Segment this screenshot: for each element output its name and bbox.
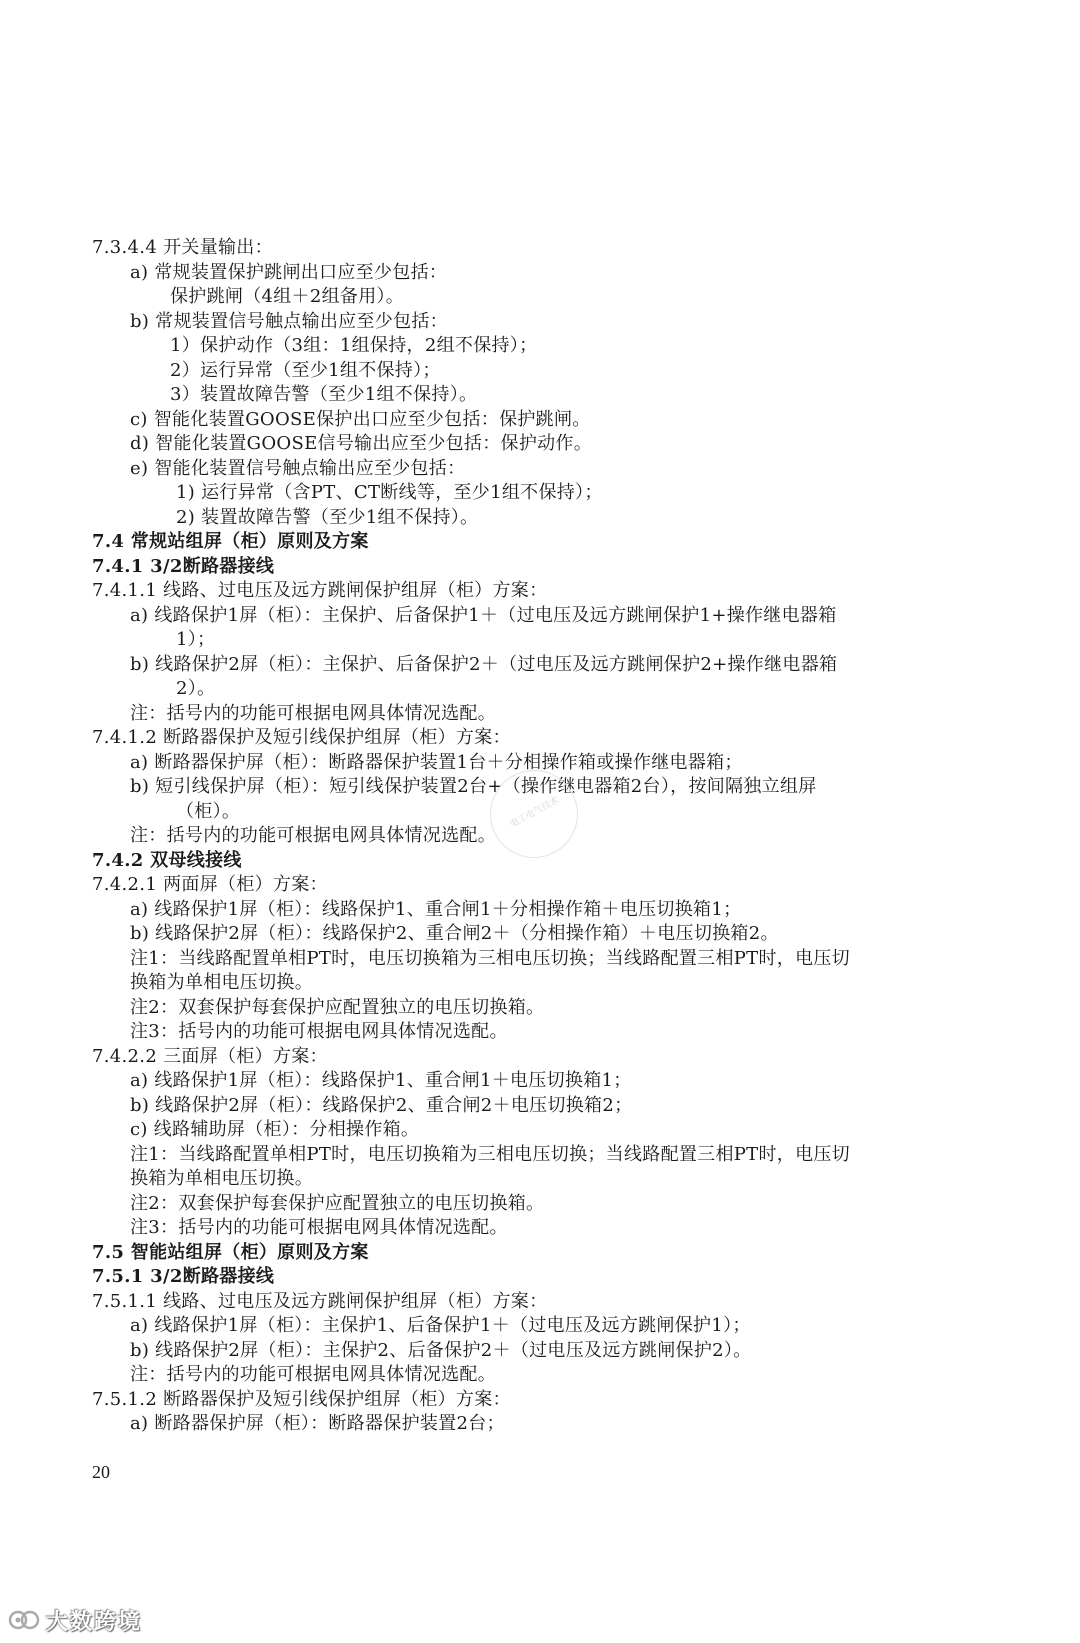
text-line: 7.4.1.2 断路器保护及短引线保护组屏（柜）方案： bbox=[92, 727, 511, 748]
page-number: 20 bbox=[92, 1462, 110, 1482]
text-line: 7.5.1.1 线路、过电压及远方跳闸保护组屏（柜）方案： bbox=[92, 1291, 548, 1312]
text-line: b) 常规装置信号触点输出应至少包括： bbox=[130, 311, 448, 332]
text-line: a) 常规装置保护跳闸出口应至少包括： bbox=[130, 262, 448, 283]
text-line: 2）运行异常（至少1组不保持）； bbox=[170, 360, 441, 381]
text-line: 保护跳闸（4组＋2组备用）。 bbox=[170, 286, 405, 307]
text-line: 注2：双套保护每套保护应配置独立的电压切换箱。 bbox=[130, 1193, 545, 1214]
text-line: 注1：当线路配置单相PT时，电压切换箱为三相电压切换；当线路配置三相PT时，电压切 bbox=[130, 1144, 850, 1165]
text-line: 注：括号内的功能可根据电网具体情况选配。 bbox=[130, 825, 496, 846]
text-line: b) 短引线保护屏（柜）：短引线保护装置2台+（操作继电器箱2台），按间隔独立组屏 bbox=[130, 776, 817, 797]
text-line: 1) 运行异常（含PT、CT断线等，至少1组不保持）； bbox=[176, 482, 603, 503]
text-line: d) 智能化装置GOOSE信号输出应至少包括：保护动作。 bbox=[130, 433, 593, 454]
watermark-logo bbox=[8, 1604, 142, 1636]
text-line: b) 线路保护2屏（柜）：主保护2、后备保护2＋（过电压及远方跳闸保护2）。 bbox=[130, 1340, 752, 1361]
text-line: e) 智能化装置信号触点输出应至少包括： bbox=[130, 458, 466, 479]
text-line: c) 线路辅助屏（柜）：分相操作箱。 bbox=[130, 1119, 420, 1140]
text-line: c) 智能化装置GOOSE保护出口应至少包括：保护跳闸。 bbox=[130, 409, 591, 430]
text-line: b) 线路保护2屏（柜）：主保护、后备保护2＋（过电压及远方跳闸保护2+操作继电器箱 bbox=[130, 654, 838, 675]
text-line: 1）保护动作（3组：1组保持，2组不保持）； bbox=[170, 335, 538, 356]
text-line: 2) 装置故障告警（至少1组不保持）。 bbox=[176, 507, 479, 528]
text-line: （柜）。 bbox=[176, 801, 241, 822]
text-line: 7.5.1.2 断路器保护及短引线保护组屏（柜）方案： bbox=[92, 1389, 511, 1410]
text-line: 注2：双套保护每套保护应配置独立的电压切换箱。 bbox=[130, 997, 545, 1018]
text-line: 注3：括号内的功能可根据电网具体情况选配。 bbox=[130, 1217, 508, 1238]
faint-stamp bbox=[490, 770, 578, 858]
text-line: a) 线路保护1屏（柜）：主保护1、后备保护1＋（过电压及远方跳闸保护1）； bbox=[130, 1315, 751, 1336]
text-line: a) 断路器保护屏（柜）：断路器保护装置1台＋分相操作箱或操作继电器箱； bbox=[130, 752, 743, 773]
text-line: 注1：当线路配置单相PT时，电压切换箱为三相电压切换；当线路配置三相PT时，电压切 bbox=[130, 948, 850, 969]
text-line: a) 线路保护1屏（柜）：线路保护1、重合闸1＋电压切换箱1； bbox=[130, 1070, 632, 1091]
text-line: 1）； bbox=[176, 629, 216, 650]
text-line: 7.4.2.1 两面屏（柜）方案： bbox=[92, 874, 328, 895]
text-line: 注3：括号内的功能可根据电网具体情况选配。 bbox=[130, 1021, 508, 1042]
section-heading: 7.5.1 3/2断路器接线 bbox=[92, 1266, 275, 1287]
text-line: a) 线路保护1屏（柜）：主保护、后备保护1＋（过电压及远方跳闸保护1+操作继电器箱 bbox=[130, 605, 837, 626]
text-line: 7.4.2.2 三面屏（柜）方案： bbox=[92, 1046, 328, 1067]
text-line: 注：括号内的功能可根据电网具体情况选配。 bbox=[130, 703, 496, 724]
section-heading: 7.4.1 3/2断路器接线 bbox=[92, 556, 275, 577]
section-heading: 7.4 常规站组屏（柜）原则及方案 bbox=[92, 531, 369, 552]
text-line: 7.4.1.1 线路、过电压及远方跳闸保护组屏（柜）方案： bbox=[92, 580, 548, 601]
text-line: 换箱为单相电压切换。 bbox=[130, 972, 313, 993]
watermark-icon bbox=[8, 1606, 42, 1634]
text-line: 注：括号内的功能可根据电网具体情况选配。 bbox=[130, 1364, 496, 1385]
text-line: 2）。 bbox=[176, 678, 216, 699]
text-line: 换箱为单相电压切换。 bbox=[130, 1168, 313, 1189]
watermark-text: 大数跨境 bbox=[46, 1609, 143, 1635]
text-line: 3）装置故障告警（至少1组不保持）。 bbox=[170, 384, 478, 405]
text-line: a) 线路保护1屏（柜）：线路保护1、重合闸1＋分相操作箱＋电压切换箱1； bbox=[130, 899, 742, 920]
text-line: b) 线路保护2屏（柜）：线路保护2、重合闸2＋（分相操作箱）＋电压切换箱2。 bbox=[130, 923, 779, 944]
section-heading: 7.5 智能站组屏（柜）原则及方案 bbox=[92, 1242, 369, 1263]
section-heading: 7.4.2 双母线接线 bbox=[92, 850, 242, 871]
text-line: a) 断路器保护屏（柜）：断路器保护装置2台； bbox=[130, 1413, 505, 1434]
text-line: 7.3.4.4 开关量输出： bbox=[92, 237, 273, 258]
text-line: b) 线路保护2屏（柜）：线路保护2、重合闸2＋电压切换箱2； bbox=[130, 1095, 633, 1116]
stamp-text: 电工电气技术 bbox=[508, 795, 561, 830]
